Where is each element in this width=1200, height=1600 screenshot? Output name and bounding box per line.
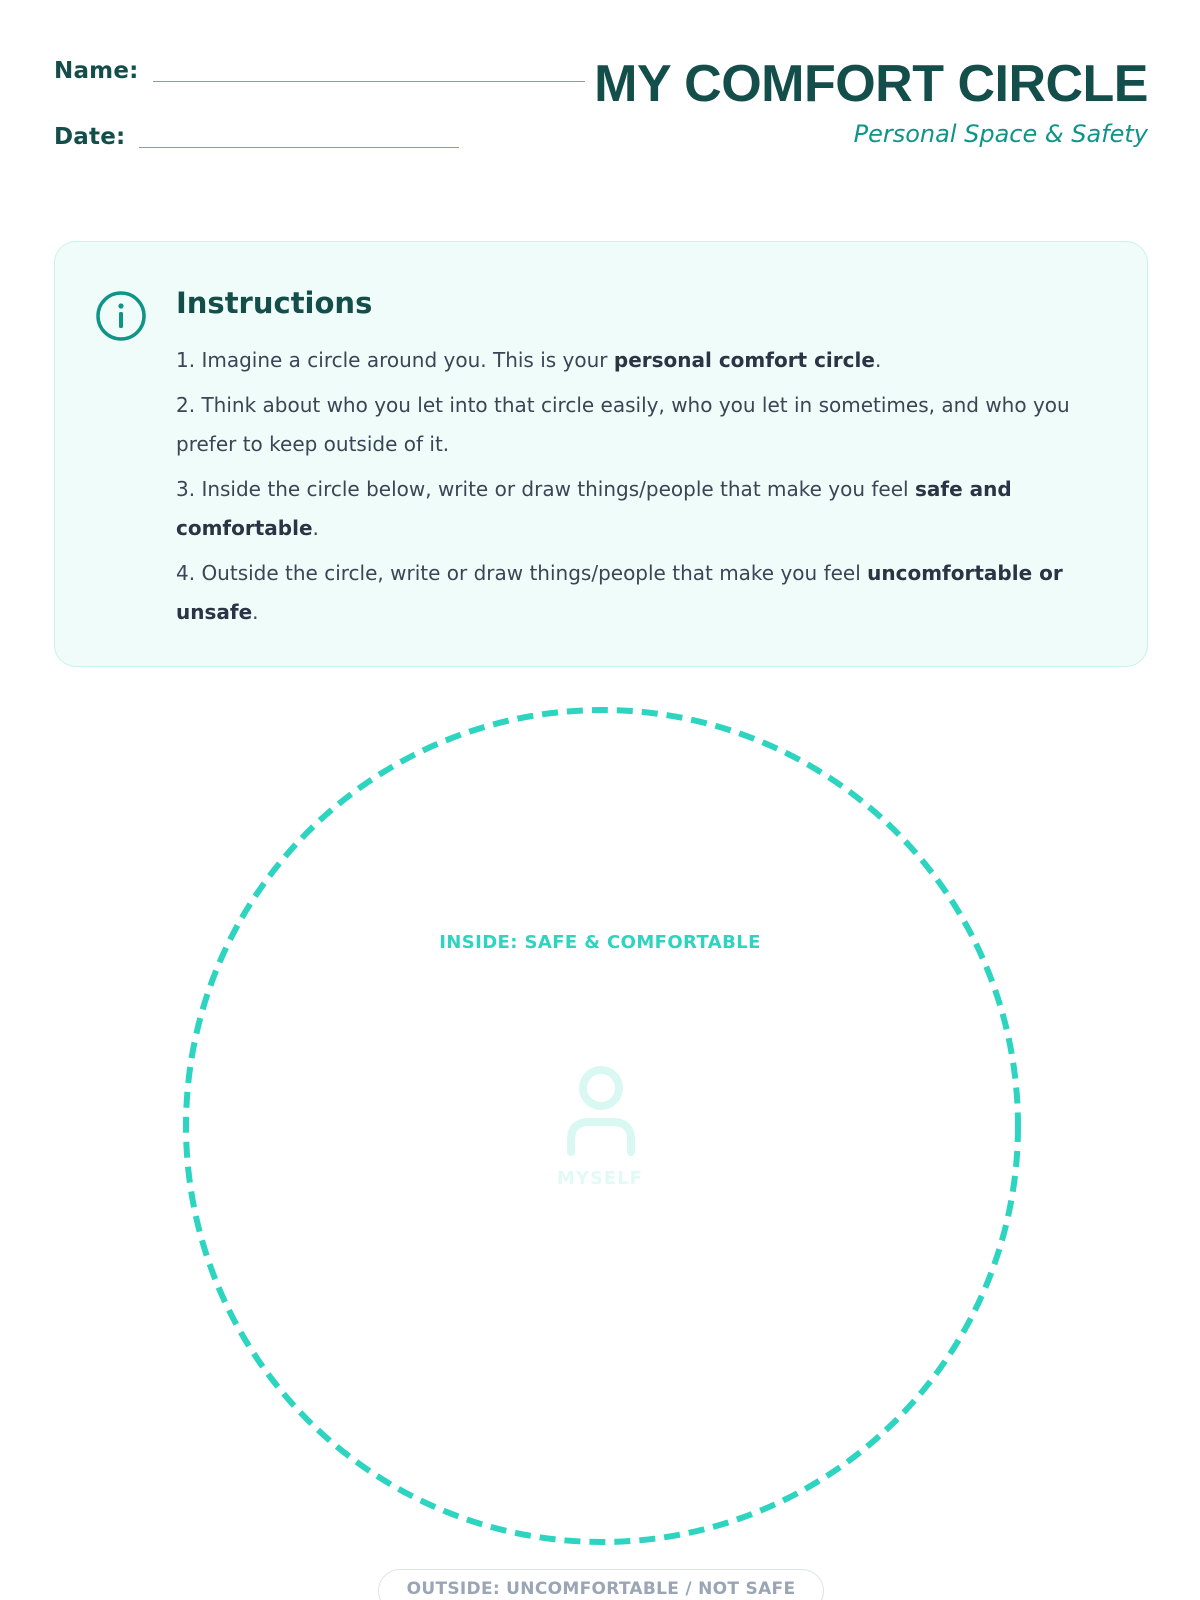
instructions-box (54, 241, 1148, 667)
date-label: Date: (54, 124, 126, 150)
info-icon (95, 290, 147, 342)
page-subtitle: Personal Space & Safety (853, 120, 1148, 148)
instruction-step: 2. Think about who you let into that circle easily, who you let in sometimes, and who you prefer to keep outside of it. (176, 393, 1070, 456)
name-line[interactable] (153, 61, 585, 82)
outside-label: OUTSIDE: UNCOMFORTABLE / NOT SAFE (378, 1569, 824, 1600)
instruction-step: 4. Outside the circle, write or draw things/people that make you feel uncomfortable or unsafe. (176, 561, 1063, 624)
page-title: MY COMFORT CIRCLE (594, 55, 1148, 113)
instructions-list (176, 341, 1116, 638)
person-icon (563, 1066, 639, 1162)
instructions-title: Instructions (176, 286, 373, 320)
instruction-step: 1. Imagine a circle around you. This is your personal comfort circle. (176, 348, 882, 372)
date-line[interactable] (139, 127, 459, 148)
date-field[interactable] (54, 124, 459, 150)
inside-label: INSIDE: SAFE & COMFORTABLE (439, 932, 761, 953)
myself-label: MYSELF (557, 1168, 643, 1189)
instruction-step: 3. Inside the circle below, write or draw things/people that make you feel safe and comfortable. (176, 477, 1012, 540)
name-label: Name: (54, 58, 139, 84)
name-field[interactable] (54, 58, 585, 84)
